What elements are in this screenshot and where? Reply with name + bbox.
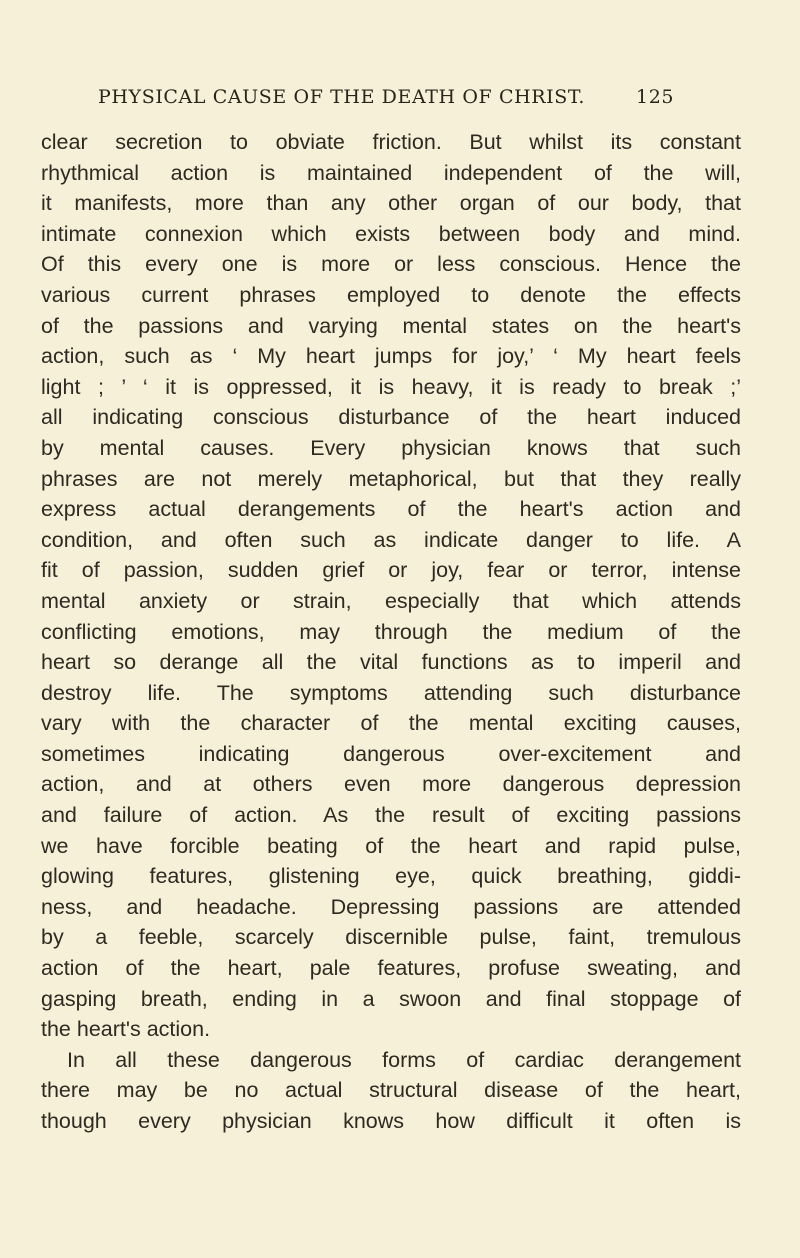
text-line: though every physician knows how difficult it often is [41, 1109, 741, 1133]
text-line: ness, and headache. Depressing passions are attended [41, 894, 741, 919]
text-line: action, such as ‘ My heart jumps for joy,’ ‘ My heart feels [41, 344, 741, 369]
text-line: conflicting emotions, may through the medium of the [41, 619, 741, 644]
text-line: destroy life. The symptoms attending such disturbance [41, 680, 741, 705]
text-line: clear secretion to obviate friction. But whilst its constant [41, 130, 741, 154]
running-head [98, 86, 698, 108]
text-line: vary with the character of the mental exciting causes, [41, 711, 741, 736]
text-line: mental anxiety or strain, especially that which attends [41, 588, 741, 613]
text-line: heart so derange all the vital functions as to imperil and [41, 650, 741, 675]
body-text [41, 127, 741, 1137]
text-line: all indicating conscious disturbance of the heart induced [41, 405, 741, 430]
text-line: action, and at others even more dangerous depression [41, 772, 741, 797]
text-line: rhythmical action is maintained independent of the will, [41, 160, 741, 185]
running-head-title: PHYSICAL CAUSE OF THE DEATH OF CHRIST. [98, 86, 586, 108]
text-line: by a feeble, scarcely discernible pulse, faint, tremulous [41, 925, 741, 950]
page-number: 125 [636, 86, 675, 108]
text-line: it manifests, more than any other organ of our body, that [41, 191, 741, 216]
text-line: Of this every one is more or less conscious. Hence the [41, 252, 741, 277]
text-line: of the passions and varying mental states on the heart's [41, 313, 741, 338]
text-line: action of the heart, pale features, profuse sweating, and [41, 956, 741, 981]
text-line: sometimes indicating dangerous over-excitement and [41, 741, 741, 766]
text-line: and failure of action. As the result of exciting passions [41, 803, 741, 828]
text-line: In all these dangerous forms of cardiac derangement [67, 1047, 741, 1072]
text-line: light ; ’ ‘ it is oppressed, it is heavy, it is ready to break ;’ [41, 374, 741, 399]
text-line: gasping breath, ending in a swoon and final stoppage of [41, 986, 741, 1011]
text-line: fit of passion, sudden grief or joy, fear or terror, intense [41, 558, 741, 583]
text-line: by mental causes. Every physician knows that such [41, 435, 741, 460]
text-line: glowing features, glistening eye, quick breathing, giddi- [41, 864, 741, 889]
text-line: intimate connexion which exists between body and mind. [41, 221, 741, 246]
text-line: the heart's action. [41, 1017, 211, 1042]
text-line: various current phrases employed to denote the effects [41, 282, 741, 307]
text-line: express actual derangements of the heart's action and [41, 497, 741, 522]
text-line: phrases are not merely metaphorical, but that they really [41, 466, 741, 491]
text-line: condition, and often such as indicate danger to life. A [41, 527, 741, 552]
text-line: there may be no actual structural disease of the heart, [41, 1078, 741, 1103]
text-line: we have forcible beating of the heart and rapid pulse, [41, 833, 741, 858]
